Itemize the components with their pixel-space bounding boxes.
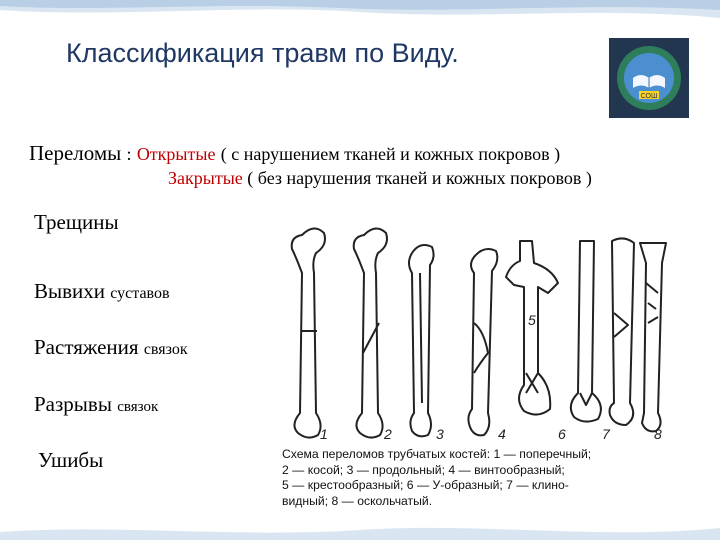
closed-fracture-desc: ( без нарушения тканей и кожных покровов )	[247, 168, 592, 188]
bone-number: 1	[320, 426, 328, 442]
fractures-line	[29, 141, 560, 166]
bone-number: 7	[602, 426, 610, 442]
item-main: Вывихи	[34, 279, 106, 303]
open-fracture-term: Открытые	[136, 144, 216, 164]
bone-4-spiral	[468, 249, 497, 435]
fractures-label: Переломы	[29, 141, 122, 165]
bone-number: 6	[558, 426, 566, 442]
closed-fracture-term: Закрытые	[168, 168, 243, 188]
closed-fracture-line	[168, 168, 592, 189]
caption-line: 2 — косой; 3 — продольный; 4 — винтообразный;	[282, 462, 565, 477]
bone-number: 2	[384, 426, 392, 442]
bone-3-longitudinal	[409, 245, 434, 436]
open-fracture-desc: ( с нарушением тканей и кожных покровов )	[220, 144, 561, 164]
item-cracks	[34, 210, 119, 235]
school-logo	[609, 38, 689, 118]
bone-number: 5	[528, 312, 536, 328]
bone-6-y-shaped	[571, 241, 601, 422]
bone-2-oblique	[354, 228, 387, 437]
bone-number: 4	[498, 426, 506, 442]
item-sub: суставов	[110, 285, 170, 302]
page-title: Классификация травм по Виду.	[66, 38, 459, 68]
figure-caption	[282, 447, 672, 509]
item-dislocations	[34, 279, 170, 304]
bone-7-wedge	[610, 238, 635, 425]
item-sprains	[34, 335, 188, 360]
fractures-separator: :	[126, 144, 132, 164]
logo-text: СОШ	[640, 93, 658, 100]
caption-line: видный; 8 — оскольчатый.	[282, 493, 433, 508]
bone-8-comminuted	[640, 243, 666, 431]
item-main: Ушибы	[38, 448, 104, 472]
item-main: Разрывы	[34, 392, 112, 416]
caption-line: Схема переломов трубчатых костей: 1 — поперечный;	[282, 447, 592, 461]
item-main: Растяжения	[34, 335, 139, 359]
bone-1-transverse	[292, 228, 325, 437]
item-ruptures	[34, 392, 158, 417]
bone-number: 3	[436, 426, 444, 442]
bone-number: 8	[654, 426, 662, 442]
item-sub: связок	[143, 341, 188, 358]
item-sub: связок	[117, 399, 159, 415]
item-bruises	[38, 448, 103, 473]
caption-line: 5 — крестообразный; 6 — У-образный; 7 — клино-	[282, 478, 569, 492]
item-main: Трещины	[34, 210, 119, 234]
